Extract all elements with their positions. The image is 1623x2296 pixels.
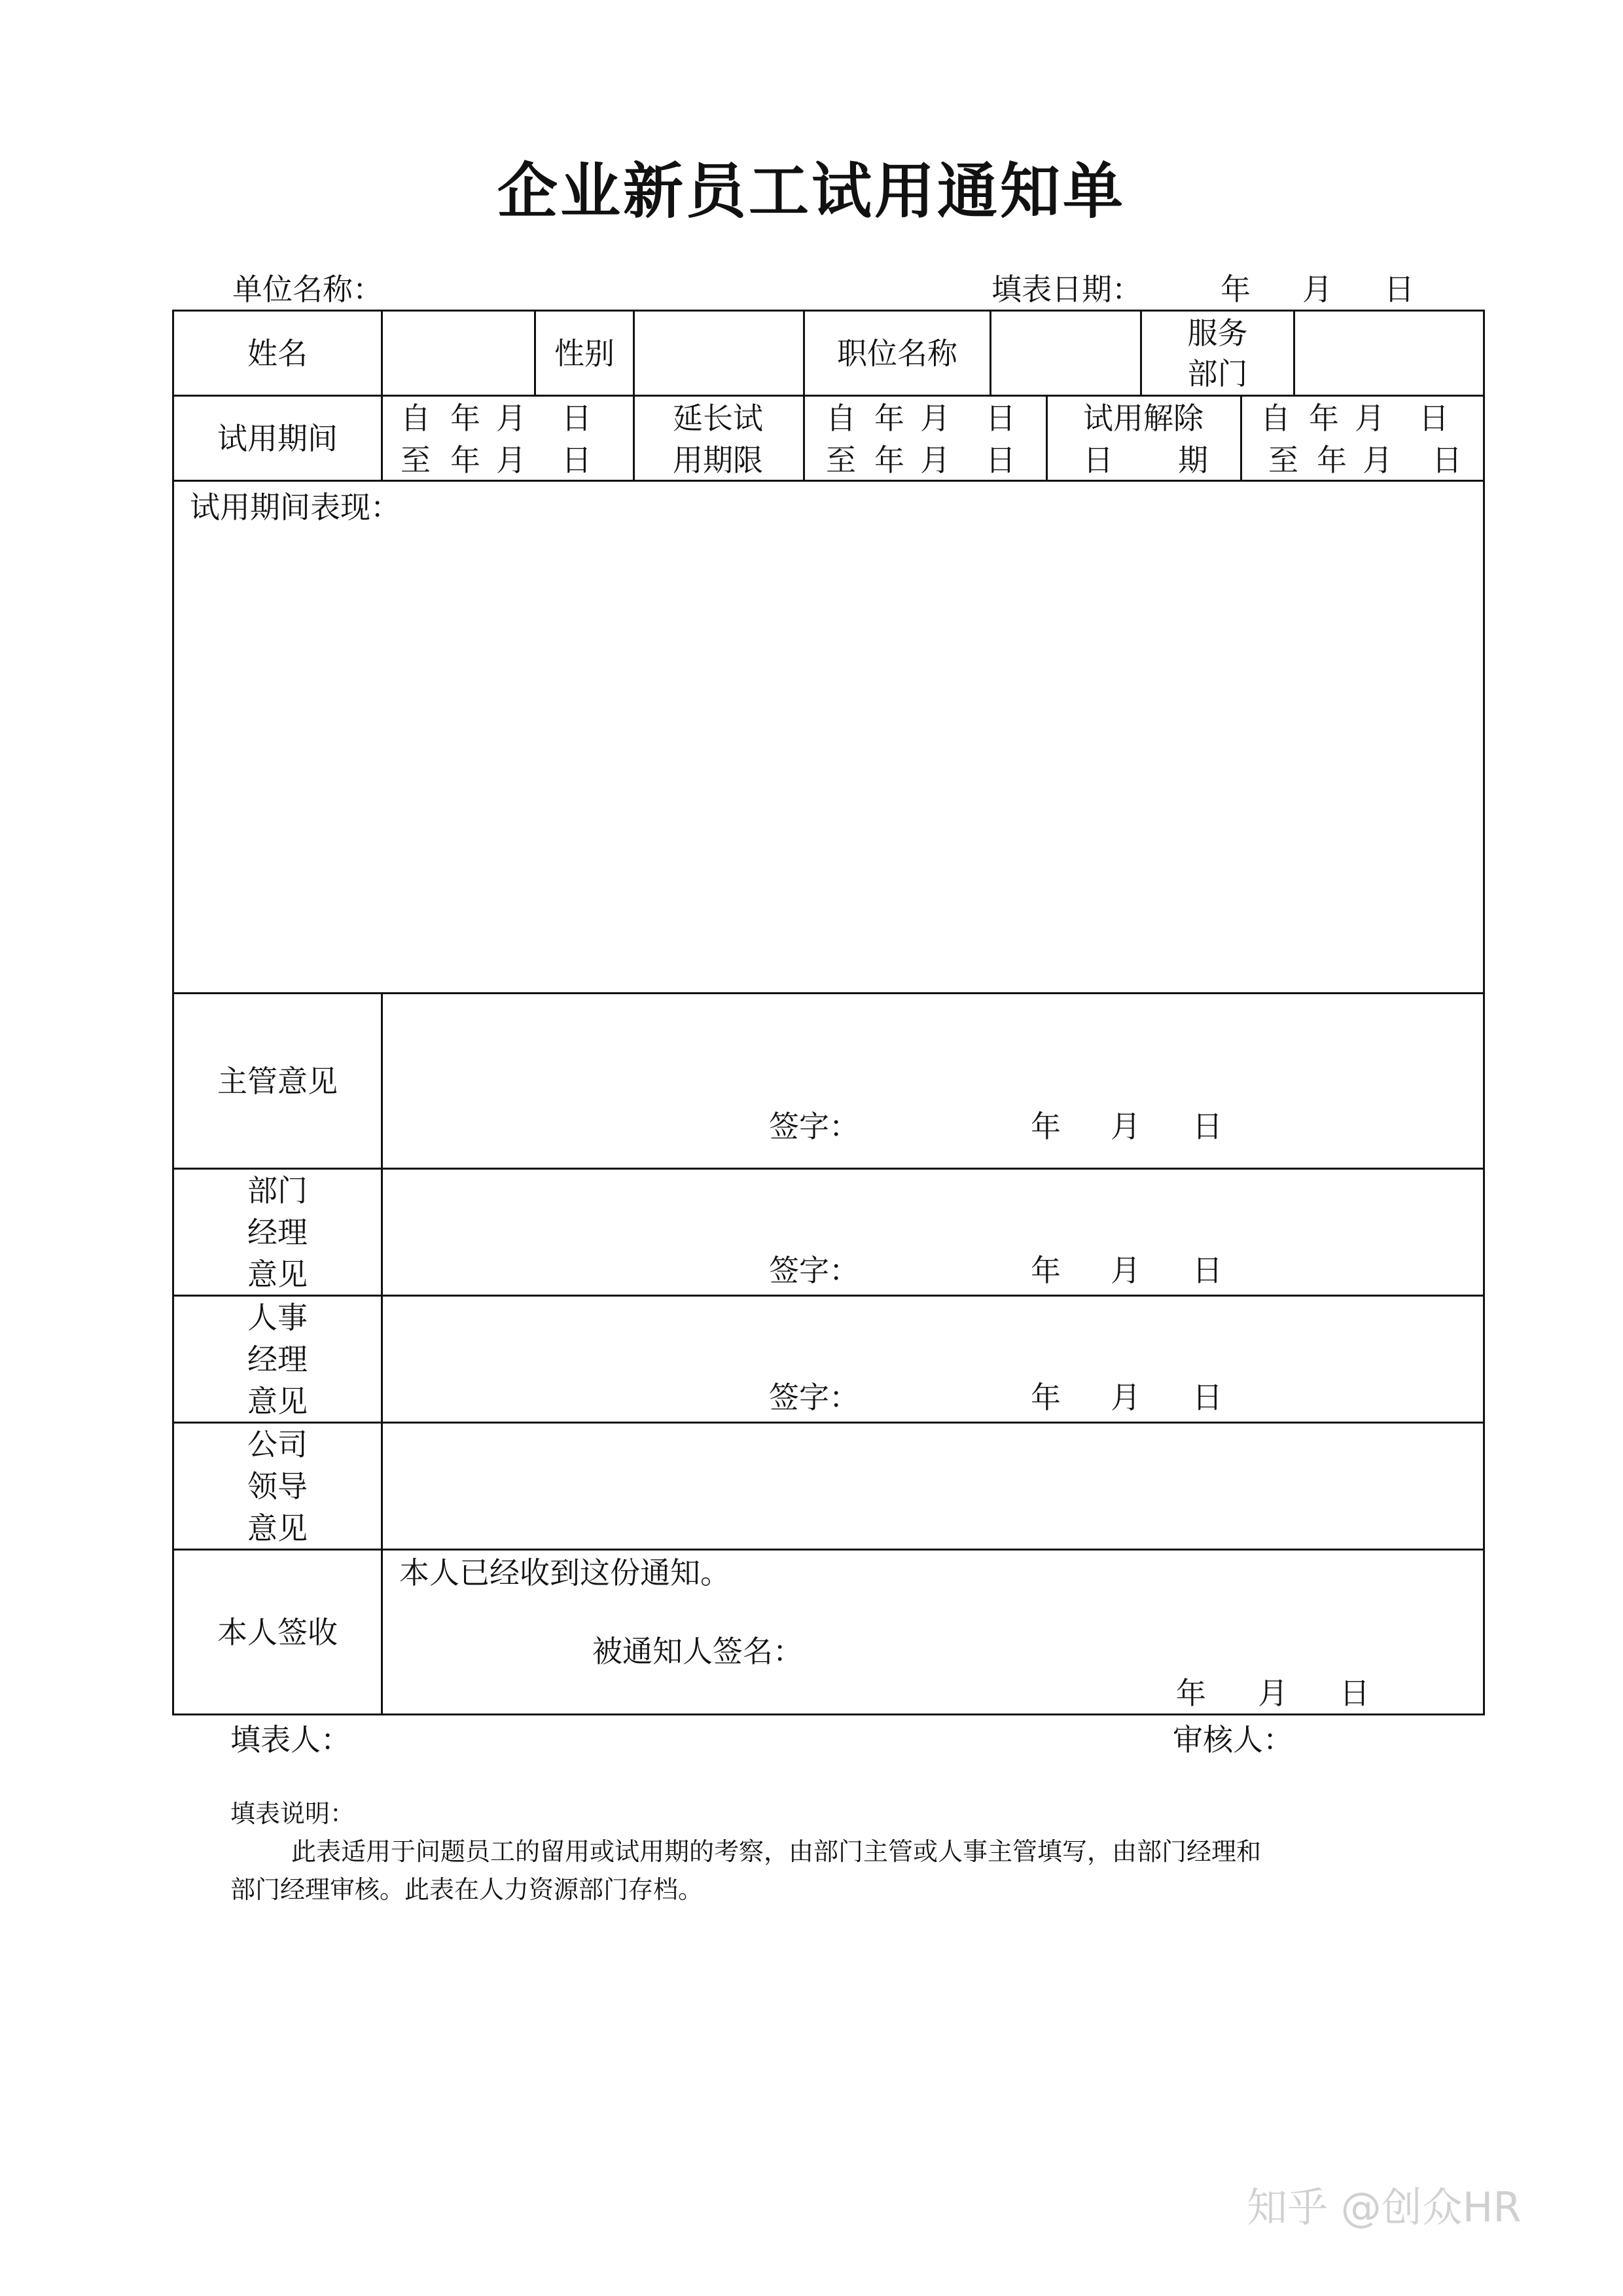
company-leader-label-line2: 领导 bbox=[247, 1469, 308, 1504]
dept-manager-sign-label: 签字： bbox=[769, 1253, 859, 1288]
table-rule bbox=[1046, 395, 1048, 482]
supervisor-sign-month: 月 bbox=[1111, 1109, 1141, 1144]
extension-from-day: 日 bbox=[986, 401, 1016, 436]
gender-label: 性别 bbox=[554, 335, 615, 371]
fill-date-label: 填表日期： bbox=[991, 272, 1142, 307]
filler-label: 填表人： bbox=[230, 1722, 351, 1757]
table-rule bbox=[381, 395, 383, 482]
release-to-day: 日 bbox=[1432, 442, 1462, 478]
performance-field[interactable] bbox=[177, 530, 1479, 988]
extension-to-day: 日 bbox=[986, 442, 1016, 478]
recipient-signature-field[interactable] bbox=[805, 1623, 1459, 1669]
service-dept-label-line1: 服务 bbox=[1187, 315, 1248, 351]
supervisor-opinion-label: 主管意见 bbox=[217, 1063, 338, 1099]
release-from-year: 年 bbox=[1309, 401, 1339, 436]
service-dept-label-line2: 部门 bbox=[1187, 356, 1248, 391]
supervisor-sign-year: 年 bbox=[1031, 1109, 1061, 1144]
release-date-label-line1: 试用解除 bbox=[1083, 401, 1204, 436]
hr-manager-opinion-field[interactable] bbox=[383, 1297, 1483, 1422]
probation-to-year: 年 bbox=[450, 442, 480, 478]
position-label: 职位名称 bbox=[837, 335, 957, 371]
receipt-year: 年 bbox=[1176, 1676, 1206, 1711]
probation-from-day: 日 bbox=[562, 401, 592, 436]
fill-date-day: 日 bbox=[1384, 272, 1414, 307]
release-to-year: 年 bbox=[1317, 442, 1347, 478]
company-leader-label-line3: 意见 bbox=[247, 1511, 308, 1546]
hr-manager-label-line1: 人事 bbox=[247, 1300, 308, 1335]
dept-manager-label-line2: 经理 bbox=[247, 1215, 308, 1250]
name-label: 姓名 bbox=[247, 335, 308, 371]
extension-label-line1: 延长试 bbox=[673, 401, 763, 436]
extension-to-month: 月 bbox=[920, 442, 950, 478]
receipt-day: 日 bbox=[1340, 1676, 1370, 1711]
extension-to-label: 至 bbox=[826, 442, 856, 478]
extension-from-month: 月 bbox=[920, 401, 950, 436]
hr-manager-sign-month: 月 bbox=[1111, 1380, 1141, 1415]
dept-manager-sign-month: 月 bbox=[1111, 1253, 1141, 1288]
position-field[interactable] bbox=[991, 312, 1140, 395]
table-rule bbox=[633, 395, 635, 482]
release-to-label: 至 bbox=[1268, 442, 1298, 478]
document-title: 企业新员工试用通知单 bbox=[497, 156, 1126, 226]
extension-from-year: 年 bbox=[874, 401, 904, 436]
receipt-statement: 本人已经收到这份通知。 bbox=[399, 1555, 730, 1590]
probation-to-label: 至 bbox=[401, 442, 431, 478]
table-border-right bbox=[1483, 310, 1485, 1715]
service-dept-label bbox=[1142, 312, 1293, 395]
dept-manager-sign-year: 年 bbox=[1031, 1253, 1061, 1288]
unit-name-label: 单位名称： bbox=[232, 272, 383, 307]
probation-from-month: 月 bbox=[496, 401, 526, 436]
release-to-month: 月 bbox=[1363, 442, 1393, 478]
receipt-label: 本人签收 bbox=[217, 1614, 338, 1650]
probation-from-year: 年 bbox=[450, 401, 480, 436]
extension-label-line2: 用期限 bbox=[673, 442, 763, 478]
service-dept-field[interactable] bbox=[1295, 312, 1483, 395]
dept-manager-label-line3: 意见 bbox=[247, 1257, 308, 1292]
extension-to-year: 年 bbox=[874, 442, 904, 478]
hr-manager-label-line2: 经理 bbox=[247, 1342, 308, 1377]
release-from-month: 月 bbox=[1355, 401, 1385, 436]
fill-date-year: 年 bbox=[1221, 272, 1251, 307]
hr-manager-sign-year: 年 bbox=[1031, 1380, 1061, 1415]
watermark: 知乎 @创众HR bbox=[1247, 2183, 1522, 2231]
dept-manager-label-line1: 部门 bbox=[247, 1173, 308, 1208]
notes-line2: 部门经理审核。此表在人力资源部门存档。 bbox=[230, 1875, 704, 1904]
receipt-month: 月 bbox=[1258, 1676, 1288, 1711]
release-from-day: 日 bbox=[1419, 401, 1449, 436]
reviewer-label: 审核人： bbox=[1173, 1722, 1293, 1757]
hr-manager-sign-label: 签字： bbox=[769, 1380, 859, 1415]
release-from-label: 自 bbox=[1260, 401, 1291, 436]
probation-from-label: 自 bbox=[401, 401, 431, 436]
probation-to-month: 月 bbox=[496, 442, 526, 478]
company-leader-opinion-field[interactable] bbox=[383, 1424, 1483, 1549]
table-rule bbox=[803, 395, 805, 482]
dept-manager-opinion-label bbox=[174, 1170, 381, 1295]
dept-manager-opinion-field[interactable] bbox=[383, 1170, 1483, 1295]
extension-from-label: 自 bbox=[826, 401, 856, 436]
dept-manager-sign-day: 日 bbox=[1192, 1253, 1222, 1288]
fill-date-month: 月 bbox=[1302, 272, 1332, 307]
gender-field[interactable] bbox=[635, 312, 803, 395]
supervisor-opinion-field[interactable] bbox=[383, 994, 1483, 1168]
release-date-label-day: 日 bbox=[1083, 442, 1113, 478]
company-leader-opinion-label bbox=[174, 1424, 381, 1549]
company-leader-label-line1: 公司 bbox=[247, 1427, 308, 1462]
probation-to-day: 日 bbox=[562, 442, 592, 478]
probation-period-label: 试用期间 bbox=[217, 420, 338, 456]
table-border-bottom bbox=[172, 1713, 1485, 1715]
hr-manager-label-line3: 意见 bbox=[247, 1384, 308, 1419]
recipient-signature-label: 被通知人签名： bbox=[592, 1634, 803, 1669]
performance-label: 试用期间表现： bbox=[190, 490, 401, 525]
release-date-label-period: 期 bbox=[1178, 442, 1208, 478]
hr-manager-opinion-label bbox=[174, 1297, 381, 1422]
table-rule bbox=[1240, 395, 1242, 482]
supervisor-sign-label: 签字： bbox=[769, 1109, 859, 1144]
notes-heading: 填表说明： bbox=[230, 1799, 355, 1828]
notes-line1: 此表适用于问题员工的留用或试用期的考察，由部门主管或人事主管填写，由部门经理和 bbox=[291, 1837, 1262, 1866]
supervisor-sign-day: 日 bbox=[1192, 1109, 1222, 1144]
hr-manager-sign-day: 日 bbox=[1192, 1380, 1222, 1415]
name-field[interactable] bbox=[383, 312, 534, 395]
